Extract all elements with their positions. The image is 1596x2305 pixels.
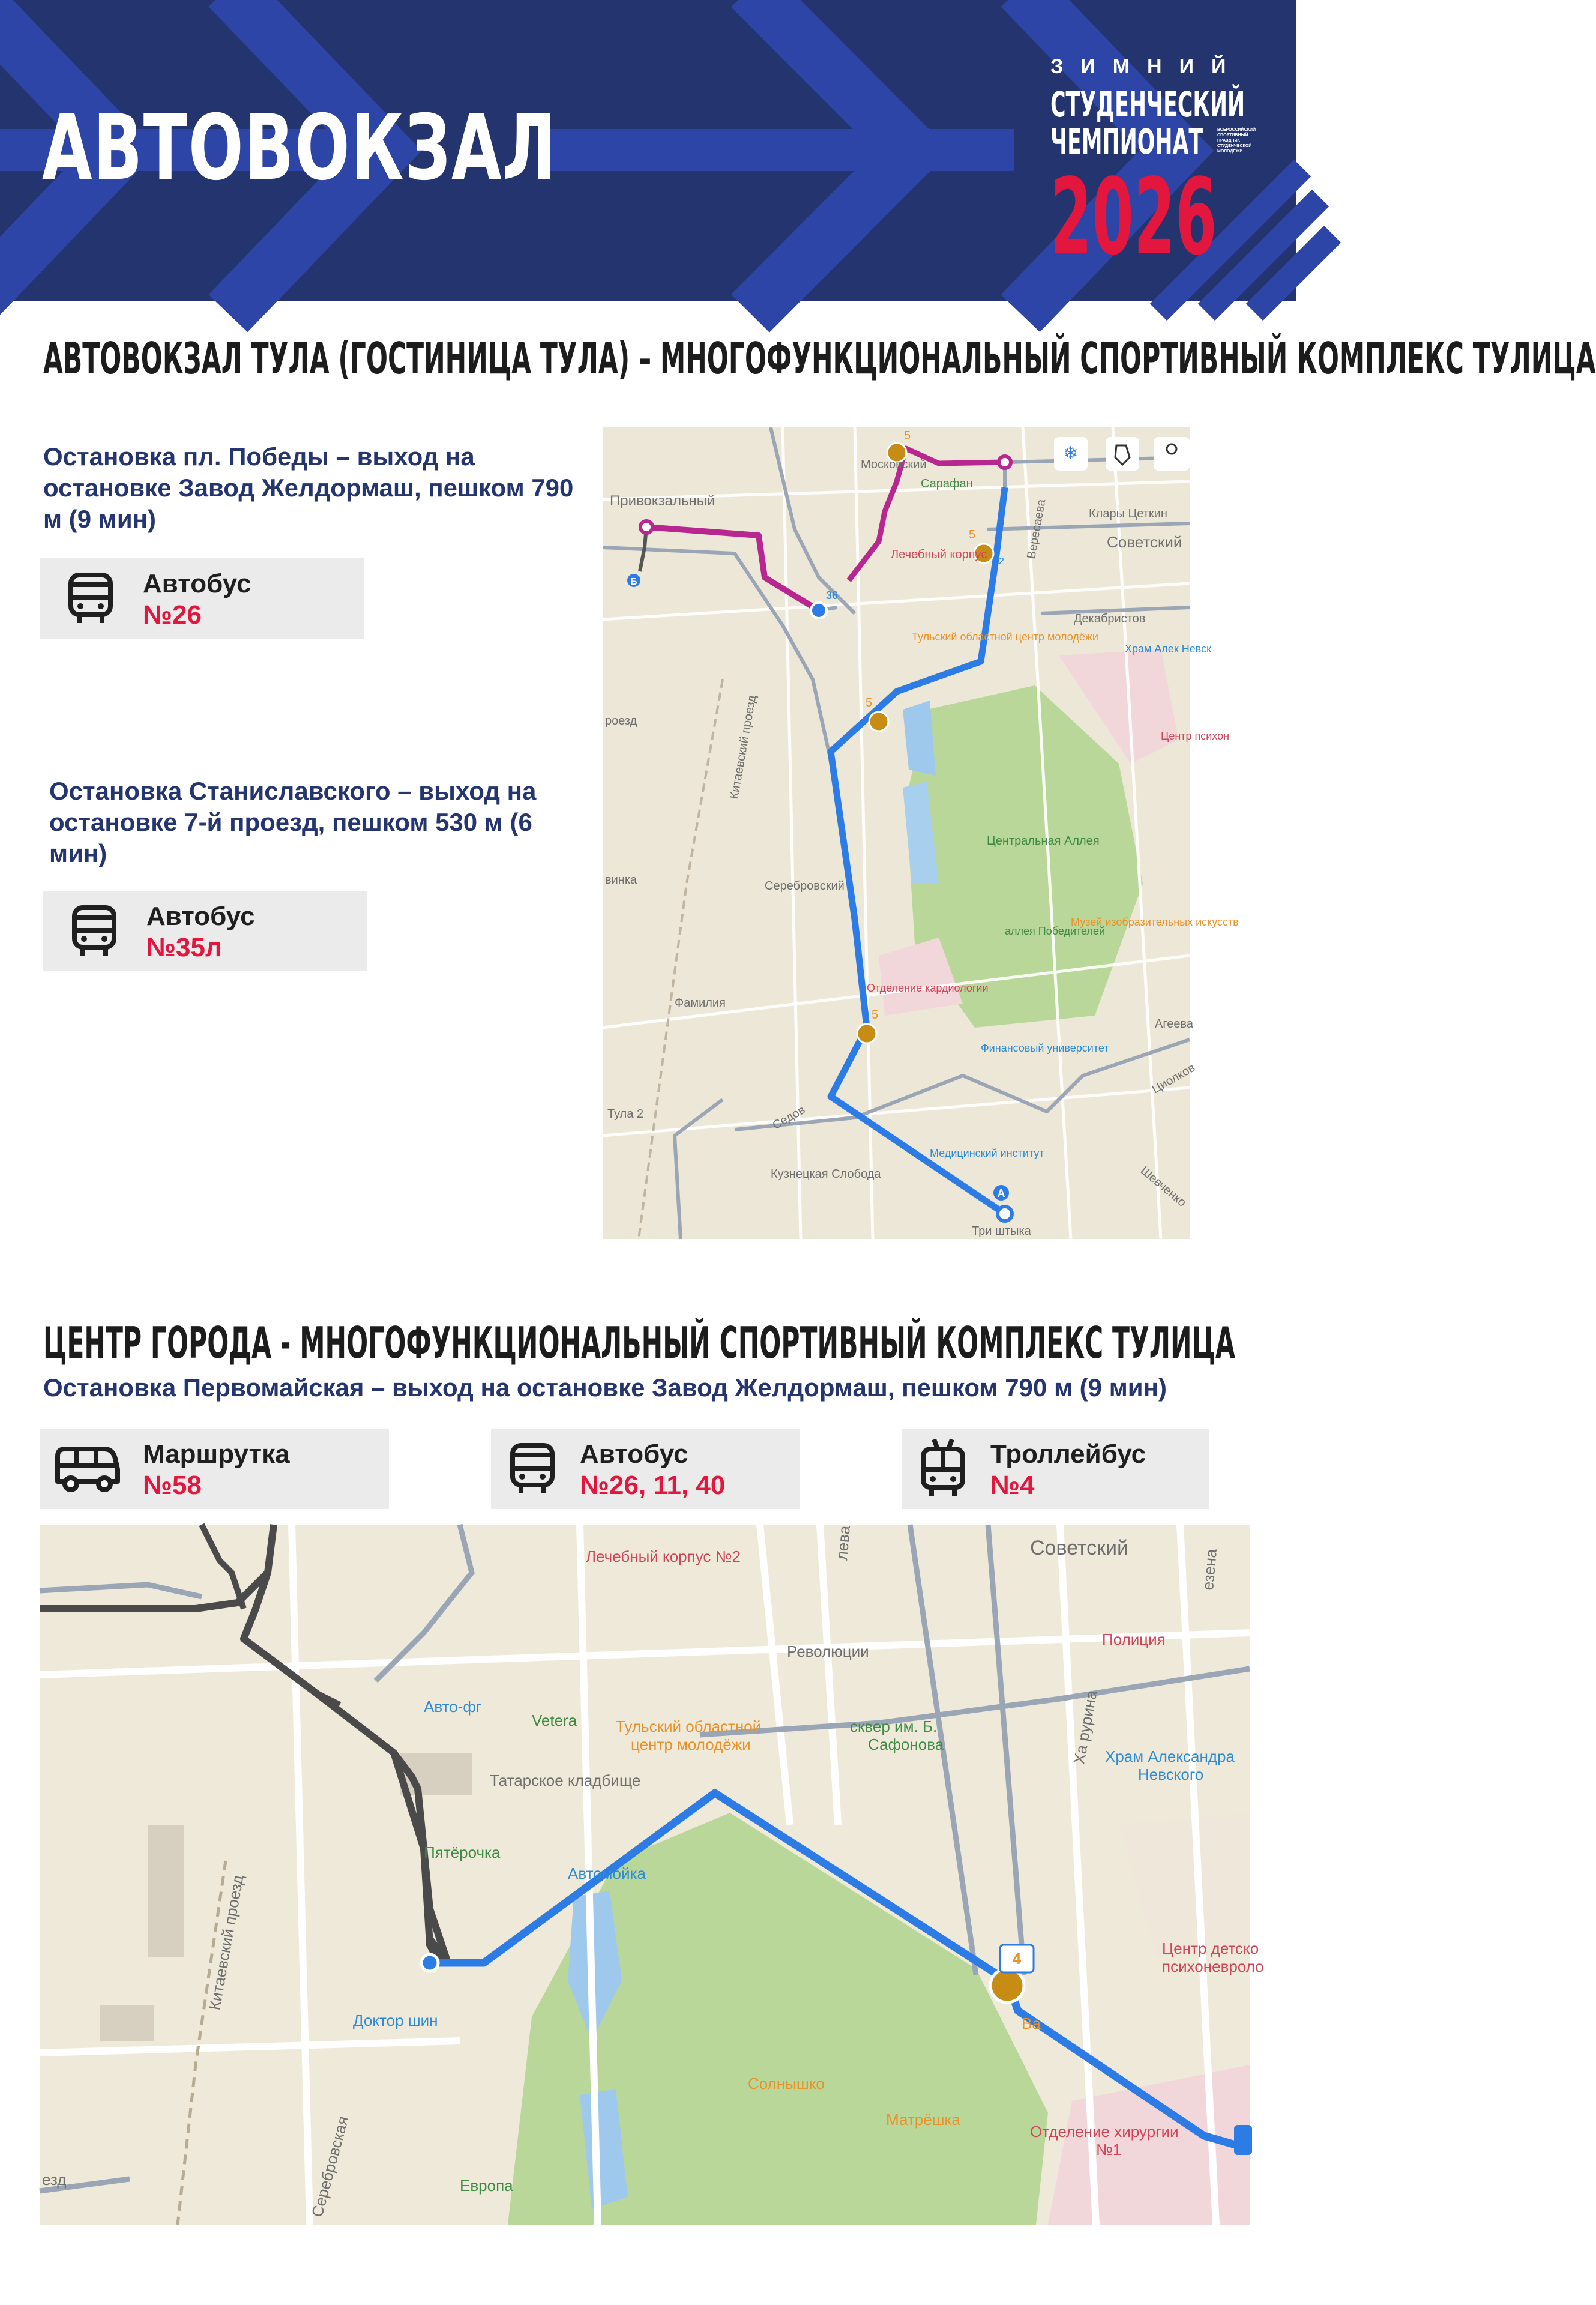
map-label: аллея Победителей <box>1005 925 1106 937</box>
map-label: Седов <box>770 1103 808 1133</box>
championship-logo <box>1050 48 1256 279</box>
map-label: езена <box>1199 1548 1220 1591</box>
map-label: Музей изобразительных искусств <box>1071 916 1239 928</box>
route2-stop-text: Остановка Станиславского – выход на остановке 7-й проезд, пешком 530 м (6 мин) <box>49 777 537 867</box>
stop-b-marker: Б <box>630 577 637 587</box>
map-label: Vetera <box>532 1711 577 1729</box>
route-label: 36 <box>826 589 839 601</box>
map-label: Тульский областной центр молодёжи <box>912 631 1098 643</box>
route-number: №58 <box>143 1471 202 1500</box>
route2-transport-card <box>43 891 367 971</box>
route-map-2[interactable] <box>40 1525 1264 2225</box>
logo-line-3: ЧЕМПИОНАТ <box>1050 121 1203 162</box>
route1-transport-card <box>40 558 364 639</box>
map-label: Невского <box>1138 1765 1204 1783</box>
map-label: №1 <box>1096 2141 1122 2159</box>
map-label: Европа <box>460 2177 513 2195</box>
transport-type: Автобус <box>580 1439 688 1469</box>
snowflake-icon: ❄ <box>1063 444 1079 463</box>
transport-type: Маршрутка <box>143 1439 290 1469</box>
bus-stop-icon <box>811 603 827 618</box>
map-label: роезд <box>605 714 637 728</box>
logo-year: 2026 <box>1050 157 1217 279</box>
map-label: Тульский областной <box>616 1717 762 1735</box>
map-label: Шевченко <box>1137 1163 1189 1210</box>
map-label: Храм Александра <box>1105 1747 1235 1765</box>
stop-a-marker: А <box>997 1187 1005 1199</box>
route-number: №26, 11, 40 <box>580 1471 726 1500</box>
map-label: Доктор шин <box>353 2011 438 2029</box>
map-label: Сарафан <box>921 477 973 490</box>
logo-line-2: СТУДЕНЧЕСКИЙ <box>1050 84 1245 125</box>
map-label: Отделение хирургии <box>1030 2123 1179 2141</box>
minibus-icon <box>54 1442 120 1496</box>
trolleybus-stop-icon <box>990 1969 1024 2002</box>
map-label: Кузнецкая Слобода <box>771 1168 881 1181</box>
route-label: 4 <box>1012 1950 1022 1968</box>
map-label: Авто-фг <box>424 1698 482 1716</box>
route-label: 5 <box>969 528 976 541</box>
map-label: Клары Цеткин <box>1089 507 1167 520</box>
map-label: Серебровская <box>307 2114 352 2219</box>
logo-line-1: ЗИМНИЙ <box>1050 55 1244 78</box>
page-title: АВТОВОКЗАЛ <box>42 96 558 200</box>
header-banner <box>0 0 1296 301</box>
map-label: Три штыка <box>972 1225 1031 1238</box>
map-label: Ва <box>1022 2014 1041 2032</box>
map-label: Лечебный корпус <box>891 548 987 561</box>
map-label: Медицинский институт <box>930 1147 1044 1159</box>
map-label: Китаевский проезд <box>727 694 759 800</box>
minibus-card <box>40 1429 389 1509</box>
map-2-canvas <box>40 1525 1264 2225</box>
map-label: Пятёрочка <box>424 1843 501 1861</box>
map-label: Московский <box>861 458 927 471</box>
map-label: Фамилия <box>675 996 726 1010</box>
transport-type: Автобус <box>143 569 251 598</box>
map-label: Тула 2 <box>607 1107 644 1121</box>
map-label: Сафонова <box>868 1735 944 1753</box>
route-number: №4 <box>990 1471 1035 1500</box>
map-1-canvas <box>603 427 1239 1239</box>
map-label: Вересаева <box>1025 498 1049 560</box>
bus-icon <box>505 1442 559 1496</box>
bus-card <box>491 1429 800 1509</box>
route-label: 5 <box>872 1008 879 1022</box>
map-label: Полиция <box>1102 1630 1166 1648</box>
route-number: №35л <box>146 933 222 962</box>
map-label: Лечебный корпус №2 <box>586 1547 741 1565</box>
map-label: винка <box>605 873 637 887</box>
route1-stop-text: Остановка пл. Победы – выход на остановке Завод Желдормаш, пешком 790 м (9 мин) <box>43 442 574 533</box>
transport-type: Автобус <box>146 902 255 931</box>
map-label: Китаевский проезд <box>205 1873 247 2012</box>
trolleybus-icon <box>916 1437 970 1499</box>
map-label: Циолков <box>1149 1061 1197 1097</box>
section1-title: АВТОВОКЗАЛ ТУЛА (ГОСТИНИЦА ТУЛА) – МНОГОФУНКЦИОНАЛЬНЫЙ СПОРТИВНЫЙ КОМПЛЕКС ТУЛИЦА <box>43 333 1596 384</box>
start-stop-marker <box>421 1954 438 1971</box>
map-label: психоневроло <box>1162 1957 1264 1975</box>
map-label: Ха рурина <box>1070 1689 1101 1766</box>
map-label: Финансовый университет <box>981 1042 1109 1054</box>
map-label: езд <box>42 2171 67 2189</box>
transport-type: Троллейбус <box>990 1439 1146 1469</box>
section2-stop-text: Остановка Первомайская – выход на остановке Завод Желдормаш, пешком 790 м (9 мин) <box>43 1373 1167 1402</box>
map-label: Центр психон <box>1161 730 1230 742</box>
route-label: 2 <box>999 556 1004 567</box>
route-label: 5 <box>866 696 873 710</box>
bus-icon <box>64 571 118 625</box>
map-label: Центральная Аллея <box>987 834 1100 848</box>
map-label: Агеева <box>1155 1017 1193 1031</box>
map-label: Отделение кардиологии <box>867 982 989 994</box>
route-map-1[interactable] <box>603 427 1239 1239</box>
map-label: Татарское кладбище <box>490 1771 641 1789</box>
end-stop-marker <box>1234 2125 1252 2155</box>
route-label: 5 <box>904 429 911 442</box>
map-label: Декабристов <box>1074 612 1146 625</box>
route-number: №26 <box>143 600 202 630</box>
map-label: Центр детско <box>1162 1939 1259 1957</box>
map-label: Революции <box>787 1642 869 1660</box>
map-label: Серебровский <box>765 879 845 893</box>
map-label: Привокзальный <box>610 493 715 509</box>
bus-icon <box>67 904 121 958</box>
logo-small-text: ВСЕРОССИЙСКИЙ СПОРТИВНЫЙ ПРАЗДНИК СТУДЕНЧЕСКОЙ МОЛОДЁЖИ <box>1217 128 1256 154</box>
trolleybus-card <box>902 1429 1209 1509</box>
map-label: лева <box>833 1525 854 1561</box>
map-label: Автомойка <box>568 1864 646 1882</box>
map-label: Советский <box>1030 1537 1128 1559</box>
map-label: центр молодёжи <box>631 1735 751 1753</box>
map-label: Солнышко <box>748 2074 825 2093</box>
map-label: Советский <box>1107 533 1182 551</box>
map-label: сквер им. Б. <box>850 1717 938 1735</box>
map-label: Матрёшка <box>886 2111 960 2129</box>
map-label: Храм Алек Невск <box>1125 643 1212 655</box>
section2-title: ЦЕНТР ГОРОДА - МНОГОФУНКЦИОНАЛЬНЫЙ СПОРТИВНЫЙ КОМПЛЕКС ТУЛИЦА <box>43 1318 1235 1368</box>
